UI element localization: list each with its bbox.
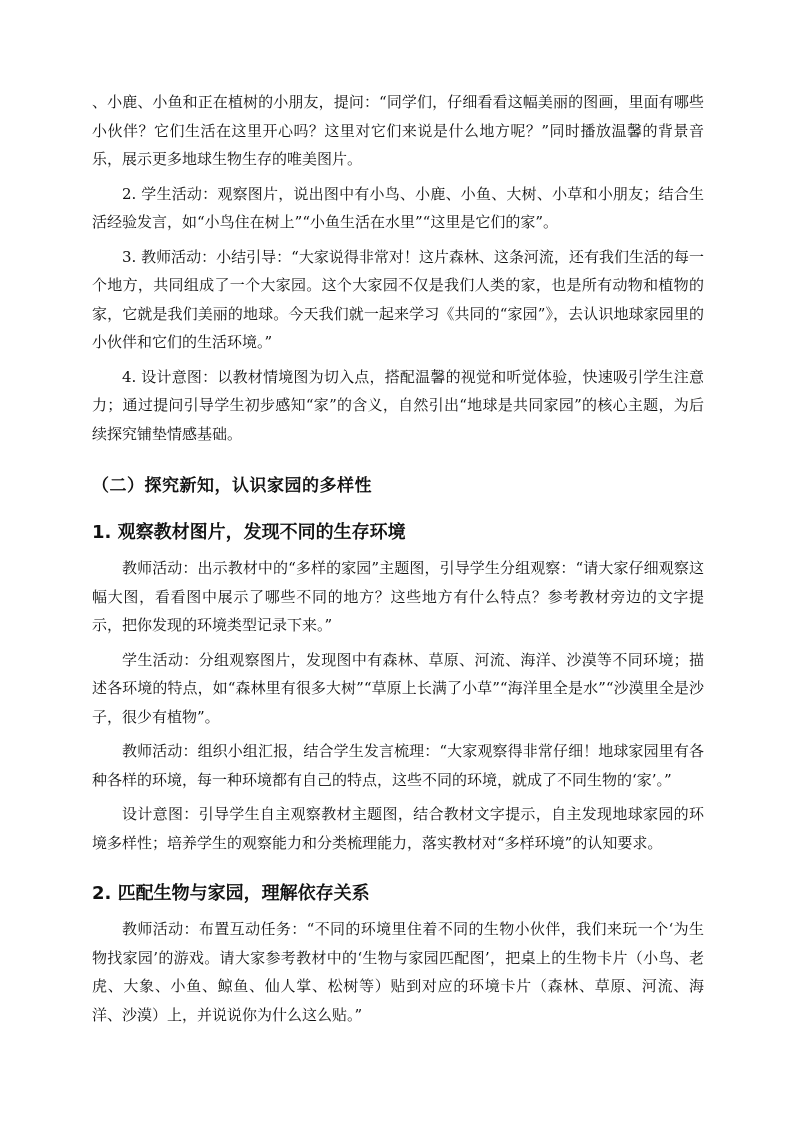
intro-paragraph-continued: 、小鹿、小鱼和正在植树的小朋友，提问：“同学们，仔细看看这幅美丽的图画，里面有哪些小伙伴？它们生活在这里开心吗？这里对它们来说是什么地方呢？”同时播放温馨的背景音乐，展示更多地球生物生存的唯美图片。 [92,93,704,168]
document-page [92,88,704,1029]
observe-design-intent: 设计意图：引导学生自主观察教材主题图，结合教材文字提示，自主发现地球家园的环境多样性；培养学生的观察能力和分类梳理能力，落实教材对“多样环境”的认知要求。 [92,805,704,852]
subsection-heading-observe: 1. 观察教材图片，发现不同的生存环境 [92,522,406,543]
observe-teacher-activity: 教师活动：出示教材中的“多样的家园”主题图，引导学生分组观察：“请大家仔细观察这幅大图，看看图中展示了哪些不同的地方？这些地方有什么特点？参考教材旁边的文字提示，把你发现的环境类型记录下来。” [92,559,704,634]
intro-paragraph-student-activity: 2. 学生活动：观察图片，说出图中有小鸟、小鹿、小鱼、大树、小草和小朋友；结合生活经验发言，如“小鸟住在树上”“小鱼生活在水里”“这里是它们的家”。 [92,184,704,231]
observe-teacher-summary: 教师活动：组织小组汇报，结合学生发言梳理：“大家观察得非常仔细！地球家园里有各种各样的环境，每一种环境都有自己的特点，这些不同的环境，就成了不同生物的‘家’。” [92,742,704,789]
intro-paragraph-design-intent: 4. 设计意图：以教材情境图为切入点，搭配温馨的视觉和听觉体验，快速吸引学生注意力；通过提问引导学生初步感知“家”的含义，自然引出“地球是共同家园”的核心主题，为后续探究铺垫情感基础。 [92,367,704,443]
subsection-heading-match: 2. 匹配生物与家园，理解依存关系 [92,883,370,904]
section-heading-explore: （二）探究新知，认识家园的多样性 [92,476,372,496]
intro-paragraph-teacher-summary: 3. 教师活动：小结引导：“大家说得非常对！这片森林、这条河流，还有我们生活的每一个地方，共同组成了一个大家园。这个大家园不仅是我们人类的家，也是所有动物和植物的家，它就是我们美丽的地球。今天我们就一起来学习《共同的“家园”》，去认识地球家园里的小伙伴和它们的生活环境。” [92,247,704,351]
match-teacher-activity: 教师活动：布置互动任务：“不同的环境里住着不同的生物小伙伴，我们来玩一个‘为生物找家园’的游戏。请大家参考教材中的‘生物与家园匹配图’，把桌上的生物卡片（小鸟、老虎、大象、小鱼、鲸鱼、仙人掌、松树等）贴到对应的环境卡片（森林、草原、河流、海洋、沙漠）上，并说说你为什么这么贴。” [92,920,704,1024]
observe-student-activity: 学生活动：分组观察图片，发现图中有森林、草原、河流、海洋、沙漠等不同环境；描述各环境的特点，如“森林里有很多大树”“草原上长满了小草”“海洋里全是水”“沙漠里全是沙子，很少有植物”。 [92,650,704,726]
